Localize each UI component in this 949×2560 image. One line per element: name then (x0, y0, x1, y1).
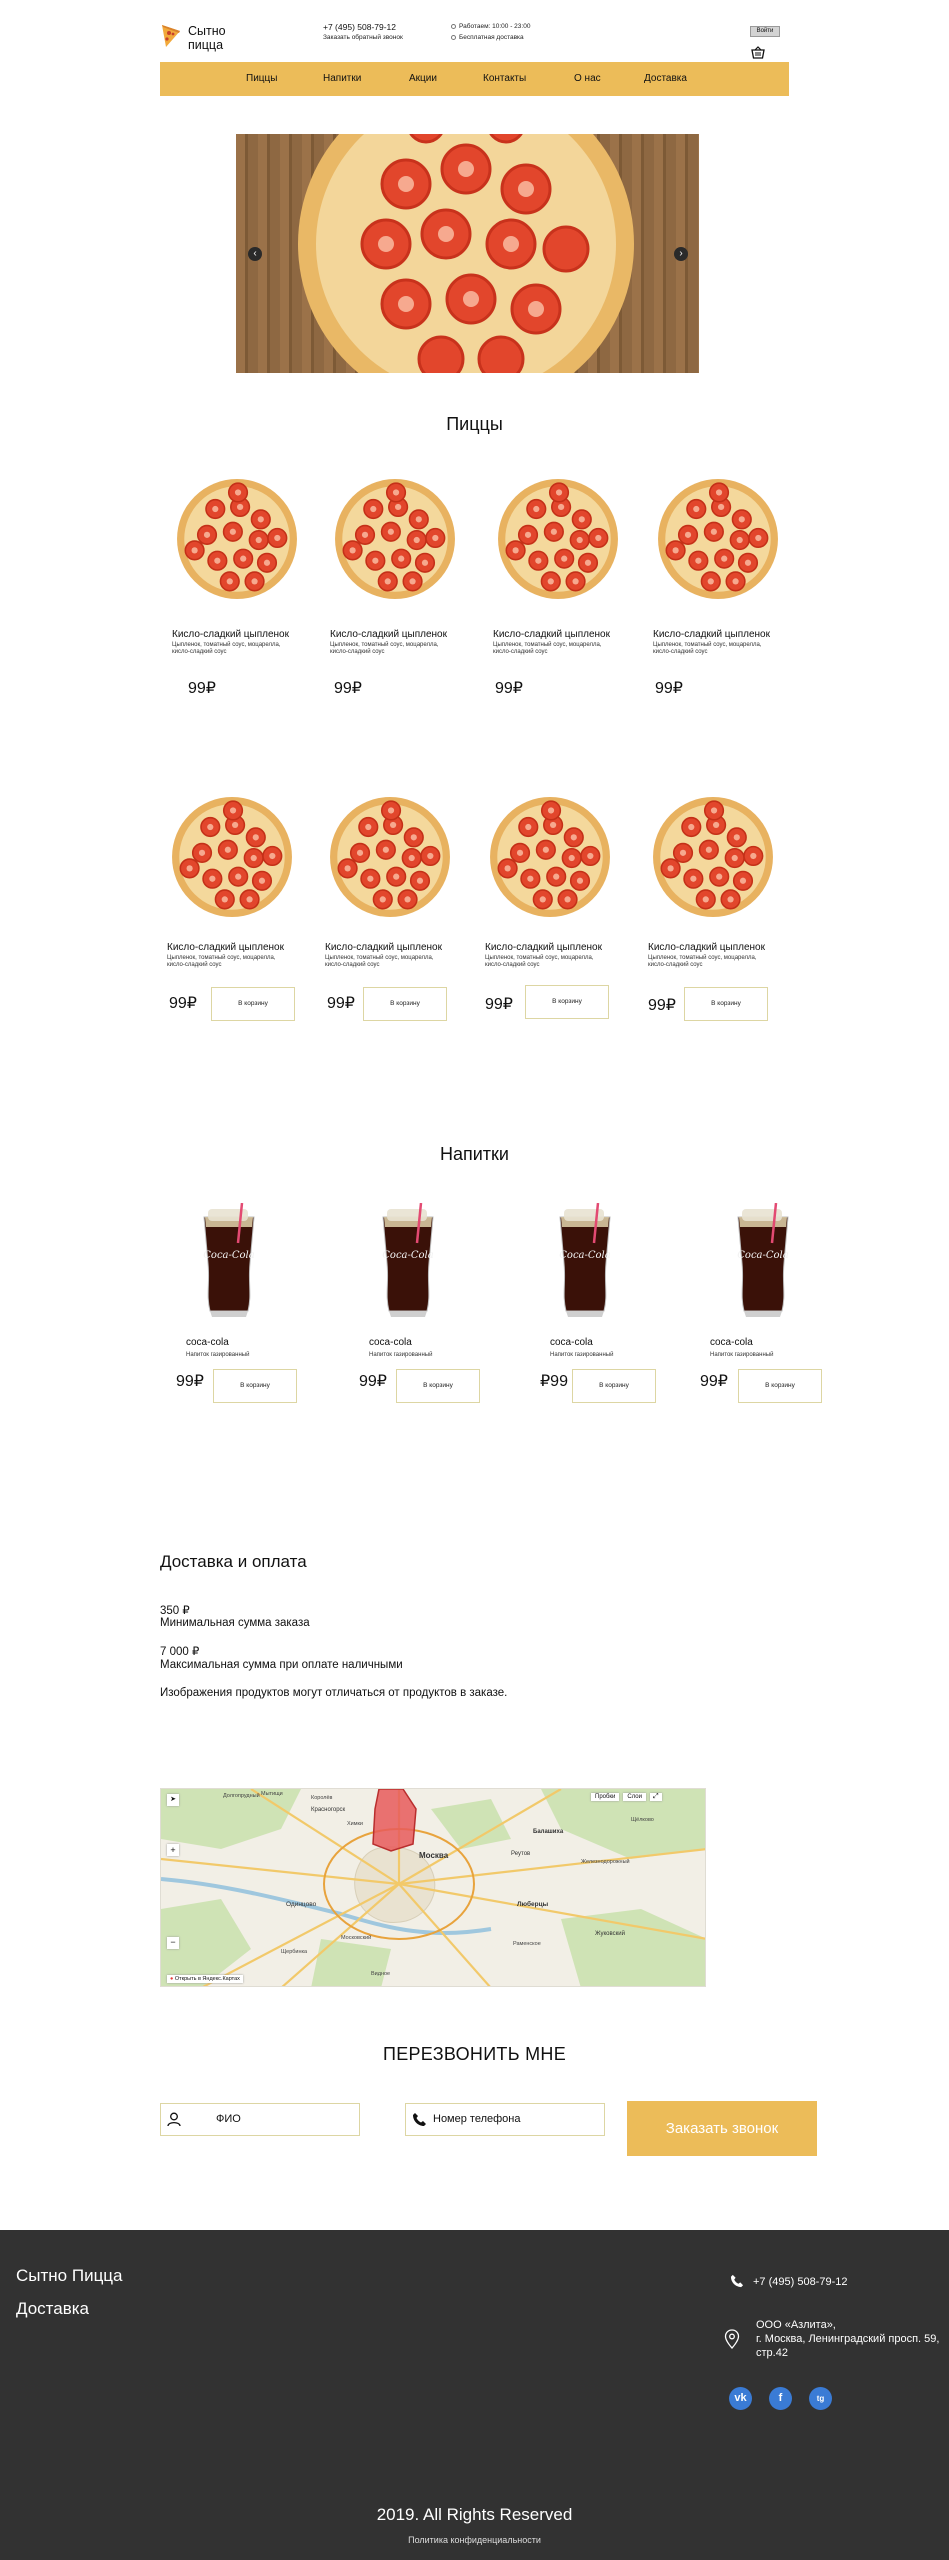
map-place: Реутов (511, 1851, 531, 1857)
pizza-price: 99₽ (188, 680, 216, 697)
callback-link[interactable]: Заказать обратный звонок (323, 34, 403, 41)
map-place: Балашиха (533, 1829, 564, 1835)
drink-price: 99₽ (359, 1373, 387, 1390)
pizza-description: Цыпленок, томатный соус, моцарелла, кисло-сладкий соус (493, 642, 602, 655)
callback-title: ПЕРЕЗВОНИТЬ МНЕ (382, 2044, 567, 2064)
drink-image[interactable] (198, 1203, 260, 1324)
nav-item-about[interactable]: О нас (574, 73, 601, 84)
phone-field[interactable] (405, 2103, 605, 2136)
svg-text:Coca-Cola: Coca-Cola (382, 1250, 434, 1261)
copyright: 2019. All Rights Reserved (376, 2505, 573, 2524)
nav-item-pizzas[interactable]: Пиццы (246, 73, 278, 84)
pizza-image[interactable] (171, 796, 293, 923)
pizza-price: 99₽ (334, 680, 362, 697)
map-place: Долгопрудный (223, 1793, 260, 1799)
drink-price: 99₽ (700, 1373, 728, 1390)
drink-description: Напиток газированный (186, 1352, 250, 1358)
map-open-yandex-link[interactable] (167, 1975, 243, 1983)
map-place: Жуковский (595, 1931, 625, 1937)
slider-prev-button[interactable]: ‹ (248, 247, 262, 261)
pizza-name: Кисло-сладкий цыпленок (325, 942, 442, 953)
max-cash-value: 7 000 ₽ (160, 1646, 200, 1658)
pizza-description: Цыпленок, томатный соус, моцарелла, кисло-сладкий соус (485, 955, 594, 968)
name-field[interactable] (160, 2103, 360, 2136)
hero-pizza-image (296, 134, 636, 373)
pizza-price: 99₽ (485, 996, 513, 1013)
pizza-name: Кисло-сладкий цыпленок (167, 942, 284, 953)
user-icon (167, 2112, 181, 2127)
pizza-price: 99₽ (169, 995, 197, 1012)
logo-line2: пицца (188, 38, 224, 52)
add-to-cart-button[interactable]: В корзину (213, 1369, 297, 1403)
delivery-map[interactable] (160, 1788, 706, 1987)
phone-icon (412, 2112, 427, 2127)
map-place: Щербинка (281, 1949, 308, 1955)
map-place: Мытищи (261, 1791, 283, 1797)
order-call-button[interactable]: Заказать звонок (627, 2101, 817, 2156)
pizza-name: Кисло-сладкий цыпленок (330, 629, 447, 640)
map-place: Люберцы (517, 1901, 549, 1908)
map-geolocation-icon[interactable]: ➤ (167, 1794, 179, 1806)
pizza-slice-icon (160, 23, 182, 49)
drink-price: 99₽ (176, 1373, 204, 1390)
pizza-image[interactable] (657, 478, 779, 605)
map-pin-icon: ● (170, 1976, 174, 1982)
svg-text:Coca-Cola: Coca-Cola (737, 1250, 789, 1261)
pizza-description: Цыпленок, томатный соус, моцарелла, кисло-сладкий соус (653, 642, 762, 655)
pizza-image[interactable] (334, 478, 456, 605)
footer-street: г. Москва, Ленинградский просп. 59, стр.42 (756, 2333, 940, 2359)
pizza-image[interactable] (652, 796, 774, 923)
footer (0, 2230, 949, 2560)
truck-icon (451, 35, 456, 40)
svg-text:Coca-Cola: Coca-Cola (559, 1250, 611, 1261)
pizza-name: Кисло-сладкий цыпленок (648, 942, 765, 953)
map-city-label: Москва (419, 1851, 449, 1860)
map-place: Московский (341, 1935, 372, 1941)
map-place: Химки (347, 1821, 364, 1827)
add-to-cart-button[interactable]: В корзину (363, 987, 447, 1021)
nav-item-drinks[interactable]: Напитки (323, 73, 362, 84)
map-canvas (161, 1789, 706, 1987)
footer-address (756, 2318, 946, 2360)
map-place: Железнодорожный (581, 1859, 630, 1865)
footer-phone-icon (730, 2274, 744, 2288)
add-to-cart-button[interactable]: В корзину (572, 1369, 656, 1403)
map-open-yandex-text: Открыть в Яндекс.Картах (174, 1976, 240, 1982)
pizza-price: 99₽ (655, 680, 683, 697)
pizza-image[interactable] (489, 796, 611, 923)
add-to-cart-button[interactable]: В корзину (211, 987, 295, 1021)
clock-icon (451, 24, 456, 29)
pizza-price: 99₽ (648, 997, 676, 1014)
footer-phone[interactable]: +7 (495) 508-79-12 (753, 2276, 848, 2288)
footer-brand[interactable]: Сытно Пицца (16, 2266, 123, 2285)
drink-name: coca-cola (710, 1337, 753, 1348)
drink-image[interactable] (732, 1203, 794, 1324)
slider-next-button[interactable]: › (674, 247, 688, 261)
drink-name: coca-cola (550, 1337, 593, 1348)
facebook-icon[interactable]: f (769, 2387, 792, 2410)
map-place: Раменское (513, 1941, 541, 1947)
pizza-name: Кисло-сладкий цыпленок (485, 942, 602, 953)
map-place: Одинцово (286, 1901, 317, 1908)
nav-item-promo[interactable]: Акции (409, 73, 437, 84)
map-zoom-out-icon[interactable]: − (167, 1937, 179, 1949)
drink-image[interactable] (554, 1203, 616, 1324)
pizza-description: Цыпленок, томатный соус, моцарелла, кисло-сладкий соус (648, 955, 757, 968)
pizza-description: Цыпленок, томатный соус, моцарелла, кисло-сладкий соус (325, 955, 434, 968)
min-order-label: Минимальная сумма заказа (160, 1617, 310, 1629)
delivery-title: Доставка и оплата (160, 1552, 307, 1571)
working-hours-text: Работаем: 10:00 - 23:00 (459, 23, 531, 30)
vk-icon[interactable]: vk (729, 2387, 752, 2410)
footer-company: ООО «Азлита», (756, 2319, 836, 2331)
footer-delivery-link[interactable]: Доставка (16, 2299, 90, 2318)
pizzas-title: Пиццы (446, 414, 503, 434)
drink-price: ₽99 (540, 1373, 568, 1390)
logo-line1: Сытно (188, 24, 226, 38)
drinks-title: Напитки (440, 1144, 509, 1164)
pizza-name: Кисло-сладкий цыпленок (653, 629, 770, 640)
drink-image[interactable] (377, 1203, 439, 1324)
min-order-value: 350 ₽ (160, 1605, 190, 1617)
privacy-link[interactable]: Политика конфиденциальности (408, 2535, 541, 2545)
pizza-price: 99₽ (495, 680, 523, 697)
map-place: Щёлково (631, 1817, 654, 1823)
map-place: Видное (371, 1971, 391, 1977)
nav-item-delivery[interactable]: Доставка (644, 73, 687, 84)
map-traffic-button[interactable]: Пробки (591, 1793, 619, 1801)
add-to-cart-button[interactable]: В корзину (738, 1369, 822, 1403)
nav-item-contacts[interactable]: Контакты (483, 73, 527, 84)
free-delivery-text: Бесплатная доставка (459, 34, 524, 41)
add-to-cart-button[interactable]: В корзину (525, 985, 609, 1019)
max-cash-label: Максимальная сумма при оплате наличными (160, 1659, 403, 1671)
pizza-description: Цыпленок, томатный соус, моцарелла, кисло-сладкий соус (330, 642, 439, 655)
name-input[interactable] (216, 2113, 346, 2125)
main-nav (160, 62, 789, 96)
pizza-price: 99₽ (327, 995, 355, 1012)
working-hours (451, 23, 530, 30)
pizza-description: Цыпленок, томатный соус, моцарелла, кисло-сладкий соус (172, 642, 281, 655)
delivery-note: Изображения продуктов могут отличаться от продуктов в заказе. (160, 1687, 508, 1699)
free-delivery (451, 34, 524, 41)
map-zoom-in-icon[interactable]: + (167, 1844, 179, 1856)
telegram-icon[interactable]: tg (809, 2387, 832, 2410)
hero-slider (236, 134, 699, 373)
pizza-image[interactable] (497, 478, 619, 605)
map-place: Красногорск (311, 1807, 346, 1813)
phone-input[interactable] (433, 2113, 593, 2125)
basket-icon[interactable] (751, 46, 765, 59)
pizza-image[interactable] (176, 478, 298, 605)
drink-description: Напиток газированный (369, 1352, 433, 1358)
add-to-cart-button[interactable]: В корзину (396, 1369, 480, 1403)
logo-text[interactable] (188, 24, 258, 52)
map-place: Королёв (311, 1795, 333, 1801)
pizza-name: Кисло-сладкий цыпленок (493, 629, 610, 640)
header-phone[interactable]: +7 (495) 508-79-12 (323, 22, 397, 32)
svg-text:Coca-Cola: Coca-Cola (203, 1250, 255, 1261)
login-button[interactable]: Войти (750, 26, 780, 37)
map-fullscreen-icon[interactable]: ⤢ (650, 1793, 662, 1801)
drink-description: Напиток газированный (550, 1352, 614, 1358)
location-pin-icon (724, 2329, 740, 2349)
pizza-name: Кисло-сладкий цыпленок (172, 629, 289, 640)
add-to-cart-button[interactable]: В корзину (684, 987, 768, 1021)
pizza-description: Цыпленок, томатный соус, моцарелла, кисло-сладкий соус (167, 955, 276, 968)
drink-name: coca-cola (369, 1337, 412, 1348)
map-layers-button[interactable]: Слои (623, 1793, 646, 1801)
drink-description: Напиток газированный (710, 1352, 774, 1358)
pizza-image[interactable] (329, 796, 451, 923)
drink-name: coca-cola (186, 1337, 229, 1348)
